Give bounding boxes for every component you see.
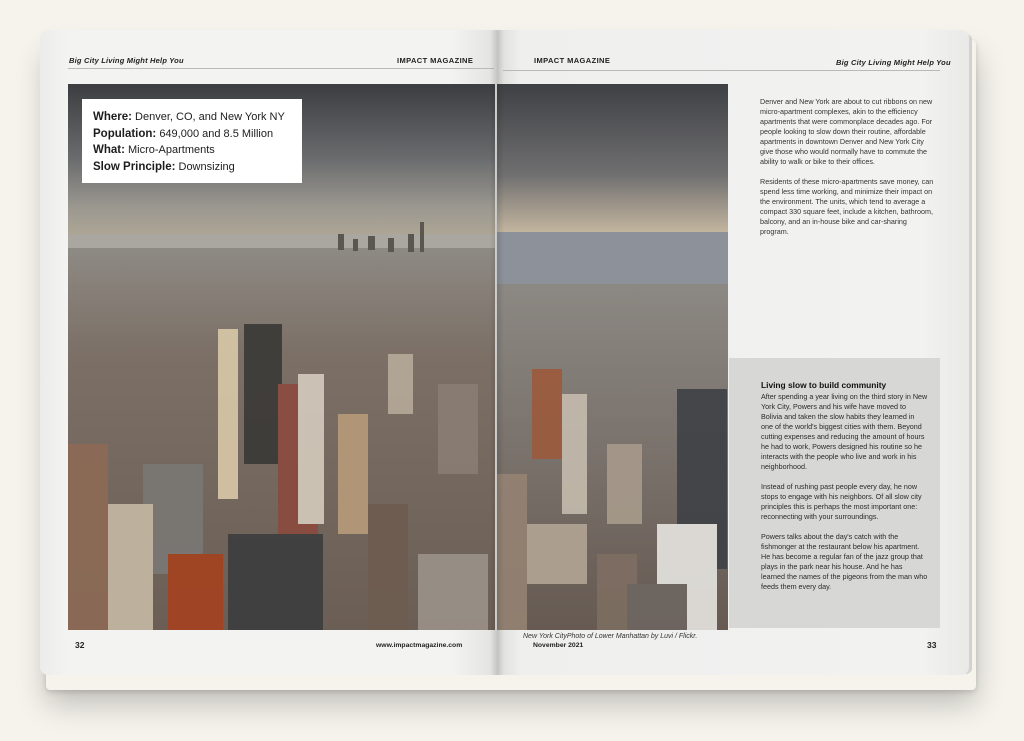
fact-population bbox=[93, 126, 291, 143]
cityscape-photo-right bbox=[497, 84, 728, 630]
fact-box bbox=[82, 99, 302, 183]
fact-principle bbox=[93, 159, 291, 176]
sidebar-paragraph: Powers talks about the day's catch with the fishmonger at the restaurant below his apartment. He has become a regular fan of the jazz group that plays in the park near his house. And he has learned the names of the pigeons from the man who feeds them every day. bbox=[761, 532, 928, 591]
right-magazine-name: IMPACT MAGAZINE bbox=[534, 56, 611, 65]
right-page-number: 33 bbox=[927, 640, 937, 650]
fact-what bbox=[93, 142, 291, 159]
fact-population-value: 649,000 and 8.5 Million bbox=[159, 127, 274, 140]
fact-where-label: Where: bbox=[93, 111, 132, 123]
fact-where-value: Denver, CO, and New York NY bbox=[135, 111, 285, 123]
fact-what-label: What: bbox=[93, 144, 125, 156]
photo-caption: New York CityPhoto of Lower Manhattan by Luvi / Flickr. bbox=[523, 633, 698, 640]
issue-date: November 2021 bbox=[533, 642, 584, 649]
article-paragraph: Denver and New York are about to cut ribbons on new micro-apartment complexes, akin to the efficiency apartments that were commonplace decades ago. For people looking to slow down their routine, affordable apartments in downtown Denver and New York City give those who would normally have to commute the ability to walk or bike to their offices. bbox=[760, 97, 933, 166]
article-paragraph: Residents of these micro-apartments save money, can spend less time working, and minimize their impact on the environment. The units, which tend to average a compact 330 square feet, include a kitchen, bathroom, balcony, and an in-house bike and car-sharing program. bbox=[760, 177, 934, 236]
left-header-rule bbox=[68, 68, 494, 69]
right-running-title: Big City Living Might Help You bbox=[836, 58, 951, 67]
sidebar-box bbox=[729, 358, 940, 628]
left-page-number: 32 bbox=[75, 640, 85, 650]
sidebar-heading: Living slow to build community bbox=[761, 380, 887, 390]
article-body bbox=[760, 97, 935, 247]
spine-shadow bbox=[490, 30, 504, 675]
fact-principle-value: Downsizing bbox=[178, 160, 235, 173]
right-header-rule bbox=[503, 70, 940, 71]
fact-principle-label: Slow Principle: bbox=[93, 160, 176, 173]
left-magazine-name: IMPACT MAGAZINE bbox=[397, 56, 474, 65]
fact-what-value: Micro-Apartments bbox=[128, 144, 215, 156]
sidebar-paragraph: Instead of rushing past people every day, he now stops to engage with his neighbors. Of all slow city principles this is perhaps the most important one: reconnecting with your surroundings. bbox=[761, 482, 922, 521]
sidebar-paragraph: After spending a year living on the third story in New York City, Powers and his wife have moved to Bolivia and taken the slow habits they learned in one of the world's biggest cities with them. Beyond cutting expenses and reducing the amount of hours he had to work, Powers designed his routine so he interacts with the people who live and work in his neighborhood. bbox=[761, 392, 928, 471]
magazine-url: www.impactmagazine.com bbox=[376, 642, 463, 649]
fact-population-label: Population: bbox=[93, 127, 157, 140]
left-running-title: Big City Living Might Help You bbox=[69, 56, 184, 65]
fact-where bbox=[93, 109, 291, 126]
